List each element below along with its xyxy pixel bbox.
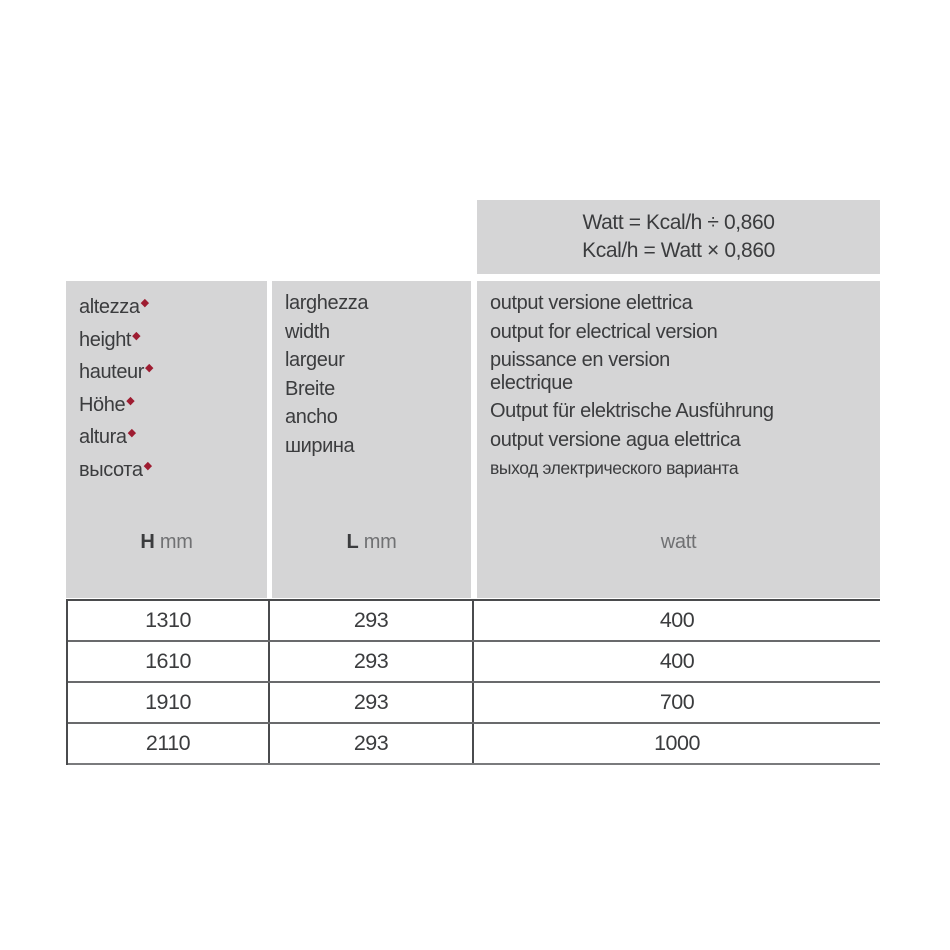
output-unit-text: watt	[660, 530, 697, 553]
diamond-icon: ◆	[132, 329, 141, 342]
header-label: larghezza	[285, 292, 369, 314]
header-label: output versione elettrica	[490, 292, 693, 314]
diamond-icon: ◆	[143, 459, 153, 472]
table-cell: 293	[270, 642, 474, 681]
table-cell: 2110	[68, 724, 270, 763]
width-unit-text: mm	[358, 530, 397, 553]
output-label-list	[490, 289, 872, 483]
header-label: выход электрического варианта	[490, 458, 739, 478]
header-label: hauteur◆	[79, 361, 154, 383]
table-row	[68, 724, 880, 765]
formula-line-1: Watt = Kcal/h ÷ 0,860	[582, 211, 775, 234]
formula-line-2: Kcal/h = Watt × 0,860	[582, 239, 775, 262]
width-unit-symbol: L	[346, 530, 359, 553]
height-unit-label	[66, 528, 267, 557]
conversion-formula-box	[477, 200, 880, 274]
header-label: height◆	[79, 328, 141, 351]
diamond-icon: ◆	[145, 362, 154, 374]
table-cell: 293	[270, 601, 474, 640]
header-label: ширина	[285, 434, 355, 457]
diamond-icon: ◆	[127, 427, 137, 439]
table-cell: 293	[270, 724, 474, 763]
table-cell: 1310	[68, 601, 270, 640]
header-label: Output für elektrische Ausführung	[490, 400, 774, 422]
header-label: ancho	[285, 406, 338, 428]
header-label: puissance en version	[490, 349, 670, 371]
width-label-list	[285, 289, 463, 460]
data-table	[66, 599, 880, 765]
height-label-list	[79, 289, 259, 484]
header-label: высота◆	[79, 458, 153, 481]
diamond-icon: ◆	[126, 394, 135, 407]
table-row	[68, 683, 880, 724]
header-label: output versione agua elettrica	[490, 428, 741, 451]
header-label: largeur	[285, 349, 345, 371]
height-unit-text: mm	[154, 530, 193, 553]
table-cell: 1610	[68, 642, 270, 681]
header-column-output	[477, 281, 880, 598]
header-label: output for electrical version	[490, 320, 718, 343]
header-label: electrique	[490, 371, 573, 394]
header-label: width	[285, 320, 330, 343]
table-cell: 700	[659, 690, 695, 714]
output-unit-label	[477, 528, 880, 557]
width-unit-label	[272, 528, 471, 557]
diamond-icon: ◆	[140, 297, 150, 309]
table-row	[68, 601, 880, 642]
header-column-height	[66, 281, 267, 598]
table-cell: 293	[270, 683, 474, 722]
header-label: altezza◆	[79, 296, 150, 318]
table-cell: 1000	[654, 731, 700, 755]
header-label: Breite	[285, 377, 335, 400]
height-unit-symbol: H	[140, 530, 155, 553]
table-cell: 400	[659, 608, 695, 632]
header-label: altura◆	[79, 426, 137, 448]
table-row	[68, 642, 880, 683]
header-label: Höhe◆	[79, 393, 135, 416]
table-cell: 1910	[68, 683, 270, 722]
table-cell: 400	[659, 649, 695, 673]
header-column-width	[272, 281, 471, 598]
